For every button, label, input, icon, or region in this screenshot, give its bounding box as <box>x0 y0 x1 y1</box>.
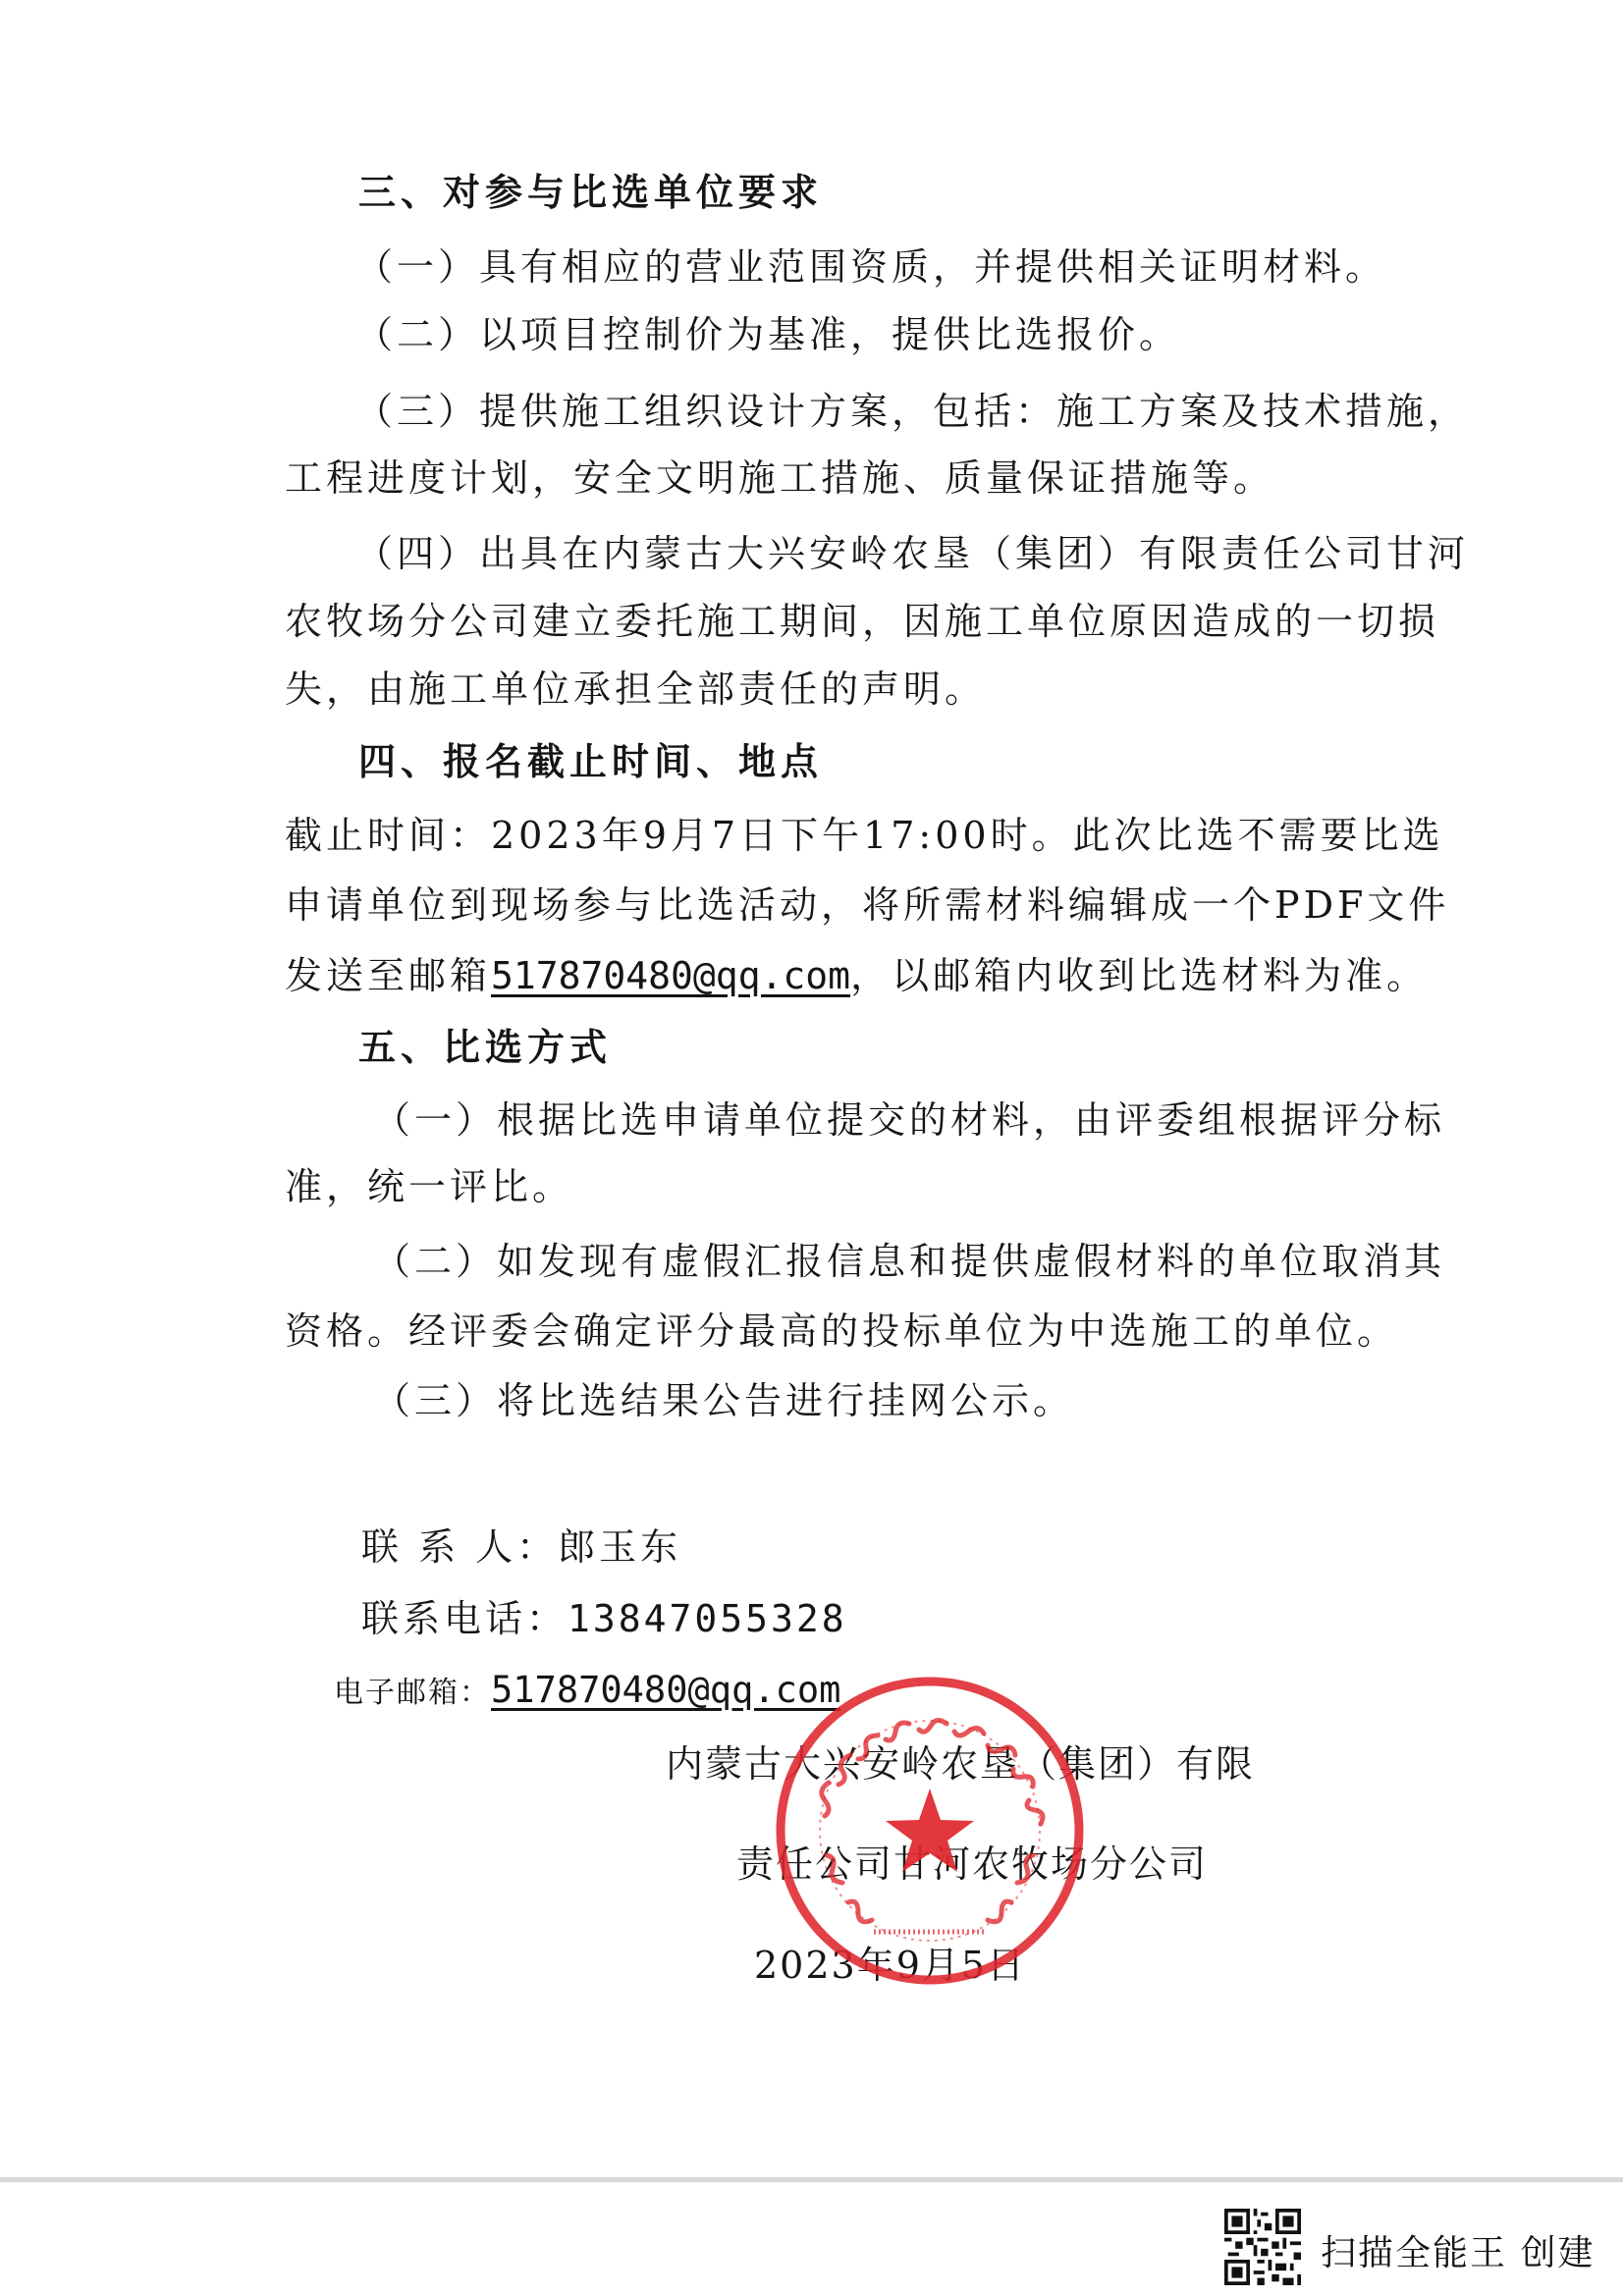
qr-code-icon <box>1224 2209 1301 2285</box>
section-4-email: 517870480@qq.com <box>491 954 851 997</box>
signature-org-line-1: 内蒙古大兴安岭农垦（集团）有限 <box>666 1742 1256 1786</box>
scanner-watermark: 扫描全能王 创建 <box>1321 2233 1596 2273</box>
contact-person-label: 联 系 人： <box>361 1525 559 1569</box>
contact-phone-label: 联系电话： <box>361 1597 568 1640</box>
section-5-item-3: （三）将比选结果公告进行挂网公示。 <box>373 1379 1075 1422</box>
signature-date: 2023年9月5日 <box>754 1944 1027 1987</box>
section-4-line-3-suffix: ，以邮箱内收到比选材料为准。 <box>850 954 1429 997</box>
section-5-item-1-line-1: （一）根据比选申请单位提交的材料，由评委组根据评分标 <box>373 1098 1446 1142</box>
section-4-line-2: 申请单位到现场参与比选活动，将所需材料编辑成一个PDF文件 <box>285 883 1450 927</box>
signature-org-line-2: 责任公司甘河农牧场分公司 <box>736 1842 1209 1886</box>
section-3-item-4-line-2: 农牧场分公司建立委托施工期间，因施工单位原因造成的一切损 <box>285 600 1440 643</box>
section-3-item-4-line-3: 失，由施工单位承担全部责任的声明。 <box>285 667 987 711</box>
contact-phone <box>361 1597 847 1640</box>
section-3-item-3-line-2: 工程进度计划，安全文明施工措施、质量保证措施等。 <box>285 456 1275 500</box>
section-5-item-1-line-2: 准，统一评比。 <box>285 1165 574 1208</box>
section-5-heading: 五、比选方式 <box>358 1026 613 1069</box>
section-4-line-1: 截止时间：2023年9月7日下午17:00时。此次比选不需要比选 <box>285 814 1444 857</box>
section-3-heading: 三、对参与比选单位要求 <box>358 171 824 214</box>
section-3-item-1: （一）具有相应的营业范围资质，并提供相关证明材料。 <box>355 245 1387 289</box>
scan-edge-band <box>0 2177 1623 2182</box>
section-5-item-2-line-2: 资格。经评委会确定评分最高的投标单位为中选施工的单位。 <box>285 1309 1399 1353</box>
contact-email-value: 517870480@qq.com <box>491 1669 841 1711</box>
section-3-item-4-line-1: （四）出具在内蒙古大兴安岭农垦（集团）有限责任公司甘河 <box>355 532 1470 575</box>
section-4-heading: 四、报名截止时间、地点 <box>358 740 824 783</box>
contact-person <box>361 1525 682 1569</box>
section-4-line-3-prefix: 发送至邮箱 <box>285 954 492 997</box>
official-seal-stamp <box>768 1669 1092 1993</box>
contact-email-label: 电子邮箱： <box>334 1676 491 1710</box>
contact-phone-value: 13847055328 <box>568 1597 847 1640</box>
section-3-item-3-line-1: （三）提供施工组织设计方案，包括：施工方案及技术措施， <box>355 390 1470 433</box>
section-4-line-3 <box>285 954 1429 997</box>
section-3-item-2: （二）以项目控制价为基准，提供比选报价。 <box>355 313 1181 356</box>
contact-person-value: 郎玉东 <box>558 1525 682 1569</box>
section-5-item-2-line-1: （二）如发现有虚假汇报信息和提供虚假材料的单位取消其 <box>373 1240 1446 1283</box>
contact-email <box>334 1669 841 1711</box>
